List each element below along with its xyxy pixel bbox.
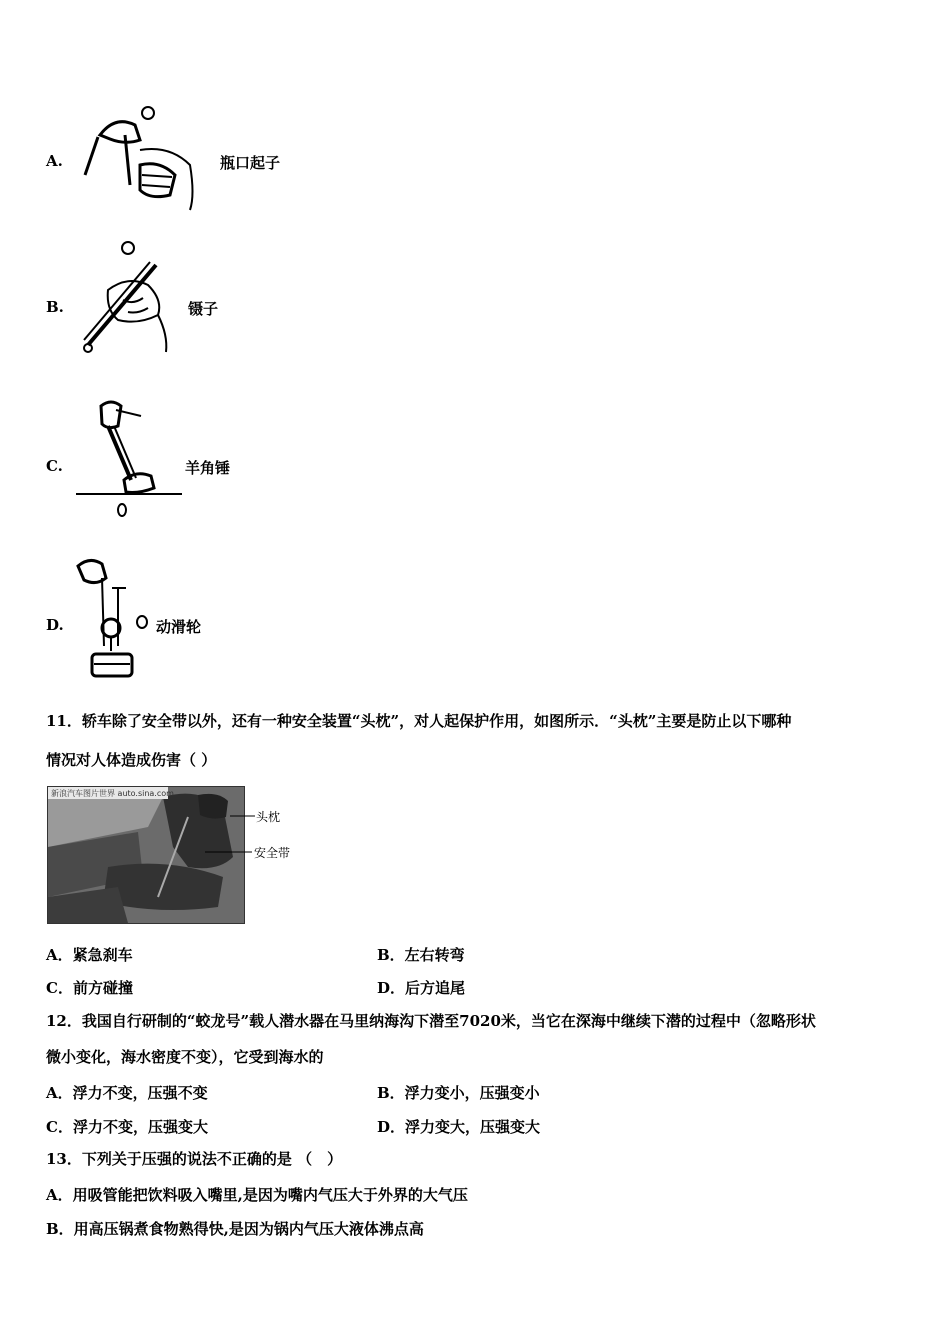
question-11-line-2: 情况对人体造成伤害（ ）: [46, 751, 217, 769]
q12-option-a: A．浮力不变，压强不变: [46, 1084, 208, 1102]
question-13-line-1: 13．下列关于压强的说法不正确的是 （ ）: [46, 1150, 343, 1168]
q12-option-b: B．浮力变小，压强变小: [377, 1084, 540, 1102]
q13-option-a: A．用吸管能把饮料吸入嘴里,是因为嘴内气压大于外界的大气压: [46, 1186, 468, 1204]
q12-option-c: C．浮力不变，压强变大: [46, 1118, 208, 1136]
question-12-line-2: 微小变化，海水密度不变），它受到海水的: [46, 1048, 324, 1066]
option-c-letter: C.: [46, 457, 63, 475]
q11-option-a: A．紧急刹车: [46, 946, 133, 964]
option-c-label: 羊角锤: [185, 459, 231, 477]
question-12-line-1: 12．我国自行研制的“蛟龙号”载人潜水器在马里纳海沟下潜至7020米，当它在深海中继续下潜的过程中（忽略形状: [46, 1012, 816, 1030]
q13-option-b: B．用高压锅煮食物熟得快,是因为锅内气压大液体沸点高: [46, 1220, 424, 1238]
option-d-letter: D.: [46, 616, 64, 634]
q11-option-d: D．后方追尾: [377, 979, 466, 997]
q11-option-c: C．前方碰撞: [46, 979, 133, 997]
headrest-label: 头枕: [256, 810, 281, 824]
question-11-line-1: 11．轿车除了安全带以外，还有一种安全装置“头枕”，对人起保护作用，如图所示．“头枕”主要是防止以下哪种: [46, 712, 792, 730]
q12-option-d: D．浮力变大，压强变大: [377, 1118, 541, 1136]
photo-caption: 新浪汽车图片世界 auto.sina.com: [51, 789, 174, 798]
option-b-label: 镊子: [188, 300, 219, 318]
option-a-label: 瓶口起子: [220, 154, 281, 172]
option-d-label: 动滑轮: [156, 618, 202, 636]
option-a-letter: A.: [46, 152, 63, 170]
option-b-letter: B.: [46, 298, 64, 316]
seatbelt-label: 安全带: [254, 846, 291, 860]
q11-option-b: B．左右转弯: [377, 946, 465, 964]
